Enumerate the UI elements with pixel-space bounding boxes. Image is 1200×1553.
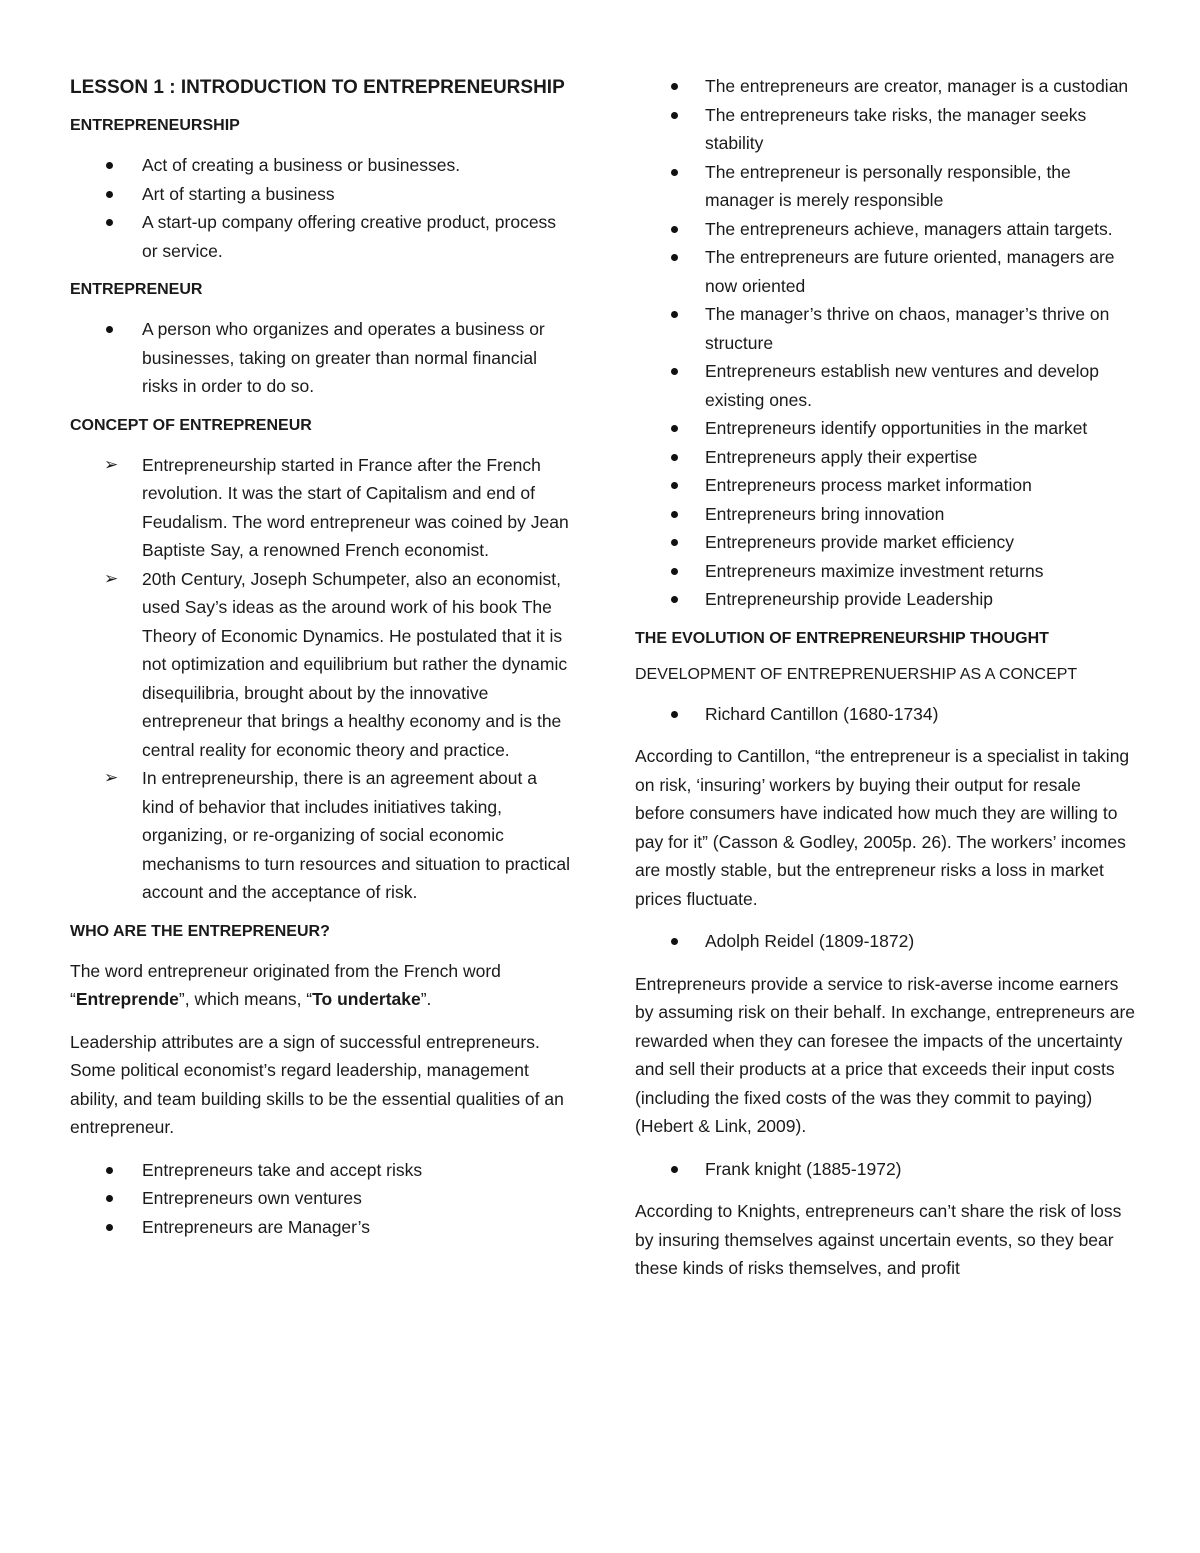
list-item: Entrepreneurship provide Leadership [635, 585, 1135, 614]
bullet-icon [106, 1195, 113, 1202]
list-item: A start-up company offering creative product, process or service. [70, 208, 570, 265]
comparison-list [635, 72, 1135, 614]
list-item: Entrepreneurs maximize investment returns [635, 557, 1135, 586]
bullet-icon [671, 169, 678, 176]
bullet-icon [671, 368, 678, 375]
list-item: Act of creating a business or businesses. [70, 151, 570, 180]
list-item: Richard Cantillon (1680-1734) [635, 700, 1135, 729]
list-item: Adolph Reidel (1809-1872) [635, 927, 1135, 956]
list-item: Entrepreneurs process market information [635, 471, 1135, 500]
bullet-icon [671, 226, 678, 233]
bullet-icon [671, 711, 678, 718]
list-item: Entrepreneurs are Manager’s [70, 1213, 570, 1242]
bullet-icon [671, 454, 678, 461]
heading-entrepreneurship: ENTREPRENEURSHIP [70, 117, 240, 134]
list-item: The entrepreneurs take risks, the manager seeks stability [635, 101, 1135, 158]
list-item: Entrepreneurs establish new ventures and develop existing ones. [635, 357, 1135, 414]
bullet-icon [106, 1224, 113, 1231]
list-item: Entrepreneurs provide market efficiency [635, 528, 1135, 557]
cantillon-paragraph: According to Cantillon, “the entrepreneur is a specialist in taking on risk, ‘insuring’ workers by buying their output for resale before consumers have indicated how much they are willing to pay for it” (Casson & Godley, 2005p. 26). The workers’ incomes are mostly stable, but the entrepreneur risks a loss in market prices fluctuate. [635, 746, 1130, 909]
who-list [70, 1156, 570, 1242]
bullet-icon [671, 596, 678, 603]
bullet-icon [106, 219, 113, 226]
list-item: The manager’s thrive on chaos, manager’s thrive on structure [635, 300, 1135, 357]
reidel-paragraph: Entrepreneurs provide a service to risk-averse income earners by assuming risk on their behalf. In exchange, entrepreneurs are rewarded when they can foresee the impacts of the uncertainty and sell their products at a price that exceeds their input costs (including the fixed costs of the was they commit to paying) (Hebert & Link, 2009). [635, 973, 1136, 1136]
bullet-icon [671, 511, 678, 518]
bullet-icon [671, 83, 678, 90]
list-item: The entrepreneurs are creator, manager is a custodian [635, 72, 1135, 101]
bullet-icon [671, 254, 678, 261]
right-column [635, 72, 1135, 1297]
thinker-reidel [635, 927, 1135, 956]
bullet-icon [671, 112, 678, 119]
list-item: The entrepreneurs are future oriented, managers are now oriented [635, 243, 1135, 300]
bullet-icon [671, 1166, 678, 1173]
bullet-icon [671, 425, 678, 432]
entrepreneur-definitions [70, 315, 570, 401]
thinker-knight [635, 1155, 1135, 1184]
list-item: Entrepreneurs take and accept risks [70, 1156, 570, 1185]
bullet-icon [671, 482, 678, 489]
bullet-icon [671, 539, 678, 546]
list-item: A person who organizes and operates a business or businesses, taking on greater than normal financial risks in order to do so. [70, 315, 570, 401]
bullet-icon [671, 311, 678, 318]
list-item: Frank knight (1885-1972) [635, 1155, 1135, 1184]
bullet-icon [106, 1167, 113, 1174]
bullet-icon [106, 326, 113, 333]
list-item: Art of starting a business [70, 180, 570, 209]
subheading-development: DEVELOPMENT OF ENTREPRENUERSHIP AS A CONCEPT [635, 665, 1078, 683]
thinker-cantillon [635, 700, 1135, 729]
concept-list [70, 451, 570, 907]
entrepreneurship-definitions [70, 151, 570, 265]
bullet-icon [671, 568, 678, 575]
heading-evolution: THE EVOLUTION OF ENTREPRENEURSHIP THOUGHT [635, 629, 1049, 647]
bullet-icon [106, 191, 113, 198]
list-item: The entrepreneur is personally responsible, the manager is merely responsible [635, 158, 1135, 215]
heading-concept: CONCEPT OF ENTREPRENEUR [70, 416, 312, 434]
list-item: ➢ Entrepreneurship started in France after the French revolution. It was the start of Capitalism and end of Feudalism. The word entrepreneur was coined by Jean Baptiste Say, a renowned French economist. [70, 451, 570, 565]
heading-who: WHO ARE THE ENTREPRENEUR? [70, 922, 330, 940]
bullet-icon [106, 162, 113, 169]
who-paragraph-leadership: Leadership attributes are a sign of successful entrepreneurs. Some political economist’s regard leadership, management ability, and team building skills to be the essential qualities of an entrepreneur. [70, 1031, 564, 1137]
who-paragraph-origin: The word entrepreneur originated from the French word “Entreprende”, which means, “To undertake”. [70, 960, 501, 1009]
heading-entrepreneur: ENTREPRENEUR [70, 281, 203, 298]
list-item: Entrepreneurs apply their expertise [635, 443, 1135, 472]
arrow-bullet-icon: ➢ [104, 454, 119, 475]
list-item: ➢ 20th Century, Joseph Schumpeter, also an economist, used Say’s ideas as the around work of his book The Theory of Economic Dynamics. He postulated that it is not optimization and equilibrium but rather the dynamic disequilibria, brought about by the innovative entrepreneur that brings a healthy economy and is the central reality for economic theory and practice. [70, 565, 570, 765]
arrow-bullet-icon: ➢ [104, 568, 119, 589]
arrow-bullet-icon: ➢ [104, 768, 119, 788]
list-item: ➢ In entrepreneurship, there is an agreement about a kind of behavior that includes initiatives taking, organizing, or re-organizing of social economic mechanisms to turn resources and situation to practical account and the acceptance of risk. [70, 764, 570, 907]
list-item: Entrepreneurs bring innovation [635, 500, 1135, 529]
left-column [70, 72, 570, 1255]
list-item: The entrepreneurs achieve, managers attain targets. [635, 215, 1135, 244]
lesson-title: LESSON 1 : INTRODUCTION TO ENTREPRENEURSHIP [70, 77, 565, 98]
knight-paragraph: According to Knights, entrepreneurs can’t share the risk of loss by insuring themselves against uncertain events, so they bear these kinds of risks themselves, and profit [635, 1201, 1122, 1278]
list-item: Entrepreneurs identify opportunities in the market [635, 414, 1135, 443]
bullet-icon [671, 938, 678, 945]
list-item: Entrepreneurs own ventures [70, 1184, 570, 1213]
